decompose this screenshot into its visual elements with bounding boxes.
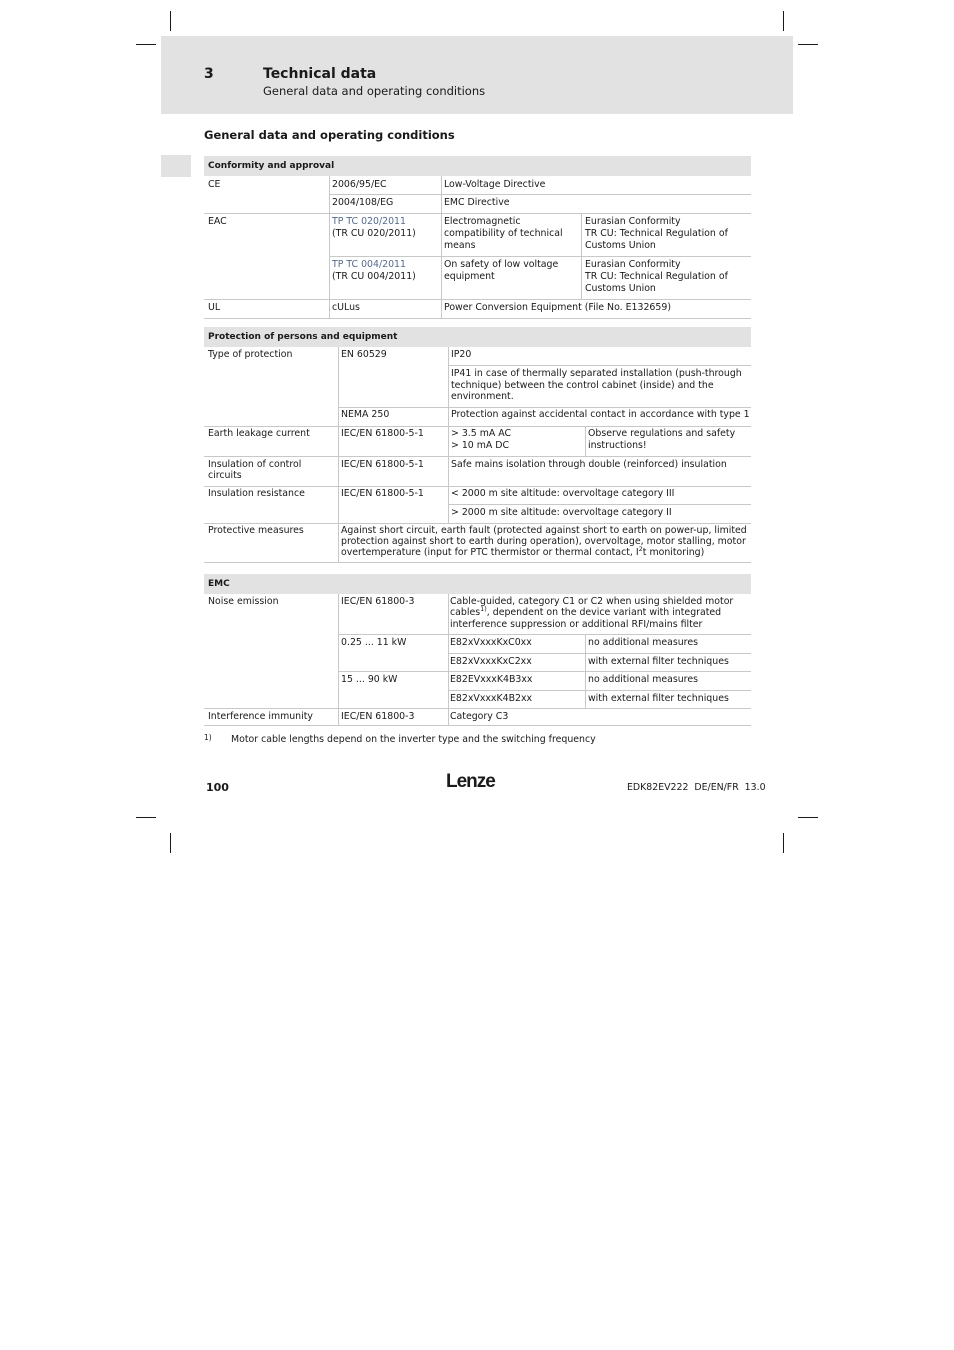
eac-description: Electromagnetic: [444, 216, 521, 227]
superscript: 2: [638, 544, 643, 553]
eac-standard: (TR CU 020/2011): [332, 228, 416, 239]
interference-immunity-value: Category C3: [450, 711, 509, 722]
protection-heading: Protection of persons and equipment: [204, 327, 751, 347]
crop-mark: [798, 44, 818, 45]
eac-note: Customs Union: [585, 283, 656, 294]
noise-emission-standard: IEC/EN 61800-3: [341, 596, 415, 607]
divider: [339, 671, 751, 672]
divider: [204, 456, 751, 457]
document-id: EDK82EV222 DE/EN/FR 13.0: [627, 782, 766, 793]
protective-measures-text: t monitoring): [642, 547, 705, 558]
eac-note: Eurasian Conformity: [585, 259, 681, 270]
ce-label: CE: [208, 179, 221, 190]
type-value: environment.: [451, 391, 514, 402]
earth-leakage-label: Earth leakage current: [208, 428, 310, 439]
divider: [449, 690, 751, 691]
noise-emission-value: [450, 604, 722, 619]
earth-leakage-note: instructions!: [588, 440, 647, 451]
chapter-number: 3: [204, 66, 214, 82]
device-variant: E82EVxxxK4B3xx: [450, 674, 533, 685]
divider: [204, 708, 751, 709]
type-value: technique) between the control cabinet (inside) and the: [451, 380, 714, 391]
filter-measure: with external filter techniques: [588, 656, 729, 667]
eac-label: EAC: [208, 216, 227, 227]
eac-note: TR CU: Technical Regulation of: [585, 228, 728, 239]
divider: [330, 194, 751, 195]
eac-note: Customs Union: [585, 240, 656, 251]
divider: [441, 176, 442, 319]
eac-description: On safety of low voltage: [444, 259, 559, 270]
eac-standard: TP TC 004/2011: [332, 259, 406, 270]
divider: [339, 634, 751, 635]
ce-description: EMC Directive: [444, 197, 510, 208]
eac-description: compatibility of technical: [444, 228, 563, 239]
device-variant: E82xVxxxKxC2xx: [450, 656, 532, 667]
power-range: 15 ... 90 kW: [341, 674, 398, 685]
type-value: IP41 in case of thermally separated installation (push-through: [451, 368, 742, 379]
crop-mark: [170, 11, 171, 31]
noise-emission-text: cables: [450, 607, 481, 618]
divider: [448, 347, 449, 523]
divider: [204, 562, 751, 563]
type-value: Protection against accidental contact in accordance with type 1: [451, 409, 750, 420]
crop-mark: [783, 833, 784, 853]
divider: [449, 504, 751, 505]
divider: [448, 594, 449, 726]
divider: [204, 486, 751, 487]
divider: [204, 523, 751, 524]
divider: [204, 426, 751, 427]
protective-measures-label: Protective measures: [208, 525, 304, 536]
ul-standard: cULus: [332, 302, 360, 313]
interference-immunity-label: Interference immunity: [208, 711, 313, 722]
ce-standard: 2006/95/EC: [332, 179, 387, 190]
divider: [338, 594, 339, 726]
insulation-control-value: Safe mains isolation through double (reinforced) insulation: [451, 459, 727, 470]
chapter-subtitle: General data and operating conditions: [263, 84, 486, 98]
protective-measures-value: protection against short to earth during operation), overvoltage, motor stalling, motor: [341, 536, 746, 547]
eac-description: equipment: [444, 271, 495, 282]
divider: [204, 318, 751, 319]
side-tab: [161, 155, 191, 177]
crop-mark: [136, 817, 156, 818]
footnote-ref: 1): [480, 604, 487, 613]
divider: [338, 347, 339, 563]
ce-description: Low-Voltage Directive: [444, 179, 546, 190]
ul-description: Power Conversion Equipment (File No. E132659): [444, 302, 671, 313]
header-band: [161, 36, 793, 114]
earth-leakage-value: > 3.5 mA AC: [451, 428, 512, 439]
divider: [585, 426, 586, 457]
eac-standard: (TR CU 004/2011): [332, 271, 416, 282]
type-standard: NEMA 250: [341, 409, 390, 420]
filter-measure: no additional measures: [588, 674, 698, 685]
noise-emission-value: interference suppression or additional RFI/mains filter: [450, 619, 703, 630]
divider: [339, 407, 751, 408]
power-range: 0.25 ... 11 kW: [341, 637, 407, 648]
section-title: General data and operating conditions: [204, 128, 455, 142]
divider: [449, 653, 751, 654]
eac-description: means: [444, 240, 476, 251]
page-number: 100: [206, 781, 229, 794]
divider: [330, 256, 751, 257]
crop-mark: [798, 817, 818, 818]
protective-measures-value: Against short circuit, earth fault (protected against short to earth on power-up, limited: [341, 525, 747, 536]
noise-emission-label: Noise emission: [208, 596, 279, 607]
conformity-heading: Conformity and approval: [204, 156, 751, 176]
earth-leakage-value: > 10 mA DC: [451, 440, 510, 451]
chapter-title: Technical data: [263, 66, 377, 82]
insulation-resistance-standard: IEC/EN 61800-5-1: [341, 488, 424, 499]
earth-leakage-note: Observe regulations and safety: [588, 428, 736, 439]
insulation-resistance-label: Insulation resistance: [208, 488, 305, 499]
crop-mark: [170, 833, 171, 853]
noise-emission-text: , dependent on the device variant with integrated: [486, 607, 722, 618]
type-of-protection-label: Type of protection: [208, 349, 293, 360]
insulation-resistance-value: > 2000 m site altitude: overvoltage category II: [451, 507, 672, 518]
lenze-logo: Lenze: [446, 771, 495, 792]
filter-measure: no additional measures: [588, 637, 698, 648]
divider: [329, 176, 330, 319]
insulation-control-label: Insulation of control: [208, 459, 302, 470]
interference-immunity-standard: IEC/EN 61800-3: [341, 711, 415, 722]
device-variant: E82xVxxxKxC0xx: [450, 637, 532, 648]
eac-note: Eurasian Conformity: [585, 216, 681, 227]
footnote-text: Motor cable lengths depend on the inverter type and the switching frequency: [231, 734, 596, 745]
crop-mark: [783, 11, 784, 31]
device-variant: E82xVxxxK4B2xx: [450, 693, 533, 704]
crop-mark: [136, 44, 156, 45]
insulation-resistance-value: < 2000 m site altitude: overvoltage category III: [451, 488, 675, 499]
divider: [204, 213, 751, 214]
type-standard: EN 60529: [341, 349, 387, 360]
noise-emission-value: Cable-guided, category C1 or C2 when using shielded motor: [450, 596, 734, 607]
insulation-control-standard: IEC/EN 61800-5-1: [341, 459, 424, 470]
divider: [449, 365, 751, 366]
ce-standard: 2004/108/EG: [332, 197, 394, 208]
insulation-control-label: circuits: [208, 470, 242, 481]
type-value: IP20: [451, 349, 472, 360]
eac-note: TR CU: Technical Regulation of: [585, 271, 728, 282]
protective-measures-value: [341, 544, 705, 559]
earth-leakage-standard: IEC/EN 61800-5-1: [341, 428, 424, 439]
divider: [204, 725, 751, 726]
filter-measure: with external filter techniques: [588, 693, 729, 704]
divider: [204, 299, 751, 300]
footnote-mark: 1): [204, 733, 212, 742]
eac-standard: TP TC 020/2011: [332, 216, 406, 227]
emc-heading: EMC: [204, 574, 751, 594]
protective-measures-text: overtemperature (input for PTC thermistor or thermal contact, I: [341, 547, 639, 558]
ul-label: UL: [208, 302, 221, 313]
